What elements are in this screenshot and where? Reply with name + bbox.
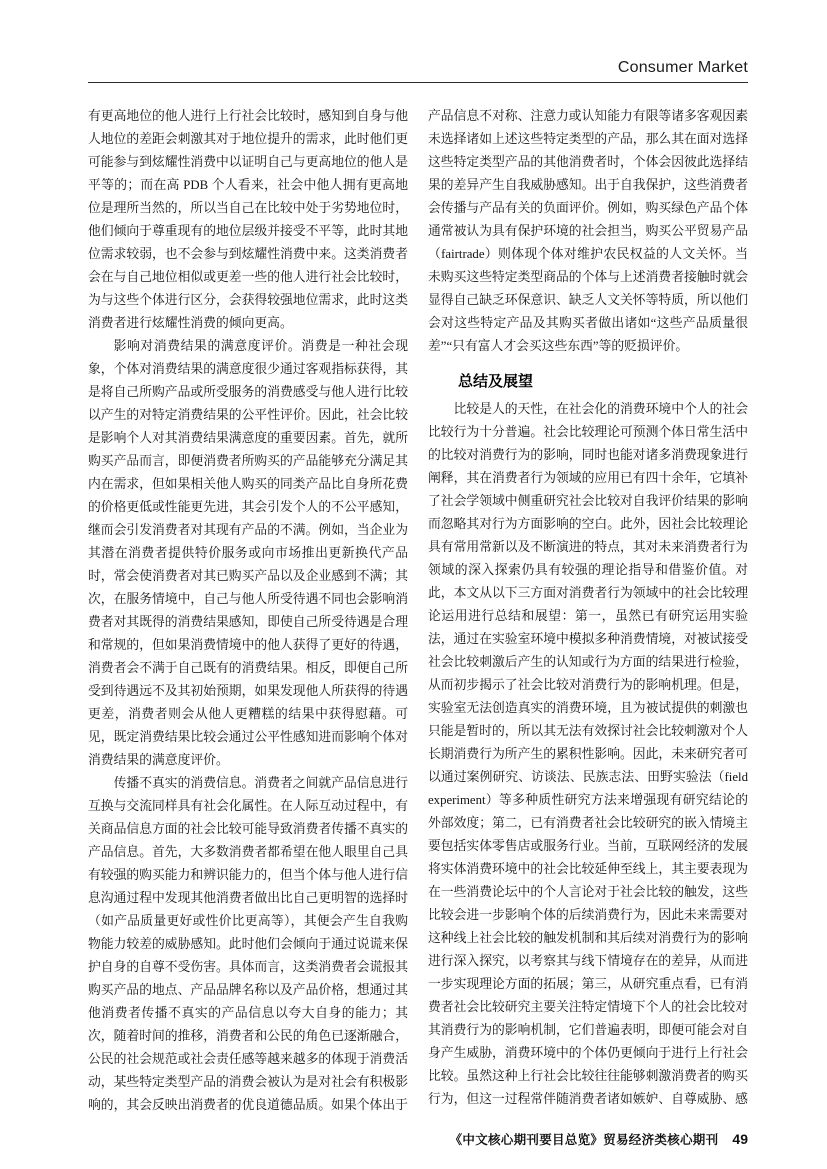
- article-body: [88, 105, 748, 1117]
- page-footer: [88, 1130, 748, 1149]
- section-heading: 总结及展望: [458, 373, 534, 390]
- paragraph: 比较是人的天性，在社会化的消费环境中个人的社会比较行为十分普遍。社会比较理论可预测个体日常生活中的比较对消费行为的影响，同时也能对诸多消费现象进行阐释，其在消费者行为领域的应用已有四十余年，它填补了社会学领域中侧重研究社会比较对自我评价结果的影响而忽略其对行为方面影响的空白。此外，因社会比较理论具有常用常新以及不断演进的特点，其对未来消费者行为领域的深入探索仍具有较强的理论指导和借鉴价值。对此，本文从以下三方面对消费者行为领域中的社会比较理论运用进行总结和展望：第一，虽然已有研究运用实验法，通过在实验室环境中模拟多种消费情境，对被试接受社会比较刺激后产生的认知或行为方面的结果进行检验，从而初步揭示了社会比较对消费行为的影响机理。但是，实验室无法创造真实的消费环境，且为被试提供的刺激也只能是暂时的，所以其无法有效探讨社会比较刺激对个人长期消费行为所产生的累积性影响。因此，未来研究者可以通过案例研究、访谈法、民族志法、田野实验法（field experiment）等多种质性研究方法来增强现有研究结论的外部效度；第二，已有消费者社会比较研究的嵌入情境主要包括实体零售店或服务行业。当前，互联网经济的发展将实体消费环境中的社会比较延伸至线上，其主要表现为在一些消费论坛中的个人言论对于社会比较的触发，这些比较会进一步影响个体的后续消费行为，因此未来需要对这种线上社会比较的触发机制和其后续对消费行为的影响进行深入探究，以考察其与线下情境存在的差异，从而进一步实现理论方面的拓展；第三，从研究重点看，已有消费者社会比较研究主要关注特定情境下个人的社会比较对其消费行为的影响机制，它们普遍表明，即便可能会对自身产生威胁，消费环境中的个体仍更倾向于进行上行社会比较。虽然这种上行社会比较往往能够刺激消费者的购买行为，但这一过程常伴随消费者诸如嫉妒、自尊威胁、感: [428, 402, 748, 1106]
- journal-note: 《中文核心期刊要目总览》贸易经济类核心期刊: [449, 1133, 719, 1147]
- left-column: [88, 105, 408, 1117]
- page-number: 49: [732, 1131, 748, 1147]
- paragraph: 产品信息不对称、注意力或认知能力有限等诸多客观因素未选择诸如上述这些特定类型的产品，那么其在面对选择这些特定类型产品的其他消费者时，个体会因彼此选择结果的差异产生自我威胁感知。出于自我保护，这些消费者会传播与产品有关的负面评价。例如，购买绿色产品个体通常被认为具有保护环境的社会担当，购买公平贸易产品（fairtrade）则体现个体对维护农民权益的人文关怀。当未购买这些特定类型商品的个体与上述消费者接触时就会显得自己缺乏环保意识、缺乏人文关怀等特质，所以他们会对这些特定产品及其购买者做出诸如“这些产品质量很差”“只有富人才会买这些东西”等的贬损评价。: [428, 109, 748, 353]
- paragraph: 影响对消费结果的满意度评价。消费是一种社会现象，个体对消费结果的满意度很少通过客观指标获得，其是将自己所购产品或所受服务的消费感受与他人进行比较以产生的对特定消费结果的公平性评价。因此，社会比较是影响个人对其消费结果满意度的重要因素。首先，就所购买产品而言，即便消费者所购买的产品能够充分满足其内在需求，但如果相关他人购买的同类产品比自身所花费的价格更低或性能更先进，其会引发个人的不公平感知，继而会引发消费者对其现有产品的不满。例如，当企业为其潜在消费者提供特价服务或向市场推出更新换代产品时，常会使消费者对其已购买产品以及企业感到不满；其次，在服务情境中，自己与他人所受待遇不同也会影响消费者对其既得的消费结果感知，即使自己所受待遇是合理和常规的，但如果消费情境中的他人获得了更好的待遇，消费者会不满于自己既有的消费结果。相反，即便自己所受到待遇远不及其初始预期，如果发现他人所获得的待遇更差，消费者则会从他人更糟糕的结果中获得慰藉。可见，既定消费结果比较会通过公平性感知进而影响个体对消费结果的满意度评价。: [88, 339, 408, 767]
- page-header: [88, 0, 748, 83]
- right-column: [428, 105, 748, 1117]
- paragraph: 有更高地位的他人进行上行社会比较时，感知到自身与他人地位的差距会刺激其对于地位提升的需求，此时他们更可能参与到炫耀性消费中以证明自己与更高地位的他人是平等的；而在高 PDB 个人看来，社会中他人拥有更高地位是理所当然的，所以当自己在比较中处于劣势地位时，他们倾向于尊重现有的地位层级并接受不平等，此时其地位需求较弱，也不会参与到炫耀性消费中来。这类消费者会在与自己地位相似或更差一些的他人进行社会比较时，为与这些个体进行区分，会获得较强地位需求，此时这类消费者进行炫耀性消费的倾向更高。: [88, 109, 408, 330]
- paragraph: 传播不真实的消费信息。消费者之间就产品信息进行互换与交流同样具有社会化属性。在人际互动过程中，有关商品信息方面的社会比较可能导致消费者传播不真实的产品信息。首先，大多数消费者都希望在他人眼里自己具有较强的购买能力和辨识能力的，但当个体与他人进行信息沟通过程中发现其他消费者做出比自己更明智的选择时（如产品质量更好或性价比更高等），其便会产生自我购物能力较差的威胁感知。此时他们会倾向于通过说谎来保护自身的自尊不受伤害。具体而言，这类消费者会谎报其购买产品的地点、产品品牌名称以及产品价格，想通过其他消费者传播不真实的产品信息以夸大自身的能力；其次，随着时间的推移，消费者和公民的角色已逐渐融合，公民的社会规范或社会责任感等越来越多的体现于消费活动，某些特定类型产品的消费会被认为是对社会有积极影响的，其会反映出消费者的优良道德品质。如果个体出于: [88, 776, 408, 1112]
- running-head-title: Consumer Market: [617, 59, 748, 76]
